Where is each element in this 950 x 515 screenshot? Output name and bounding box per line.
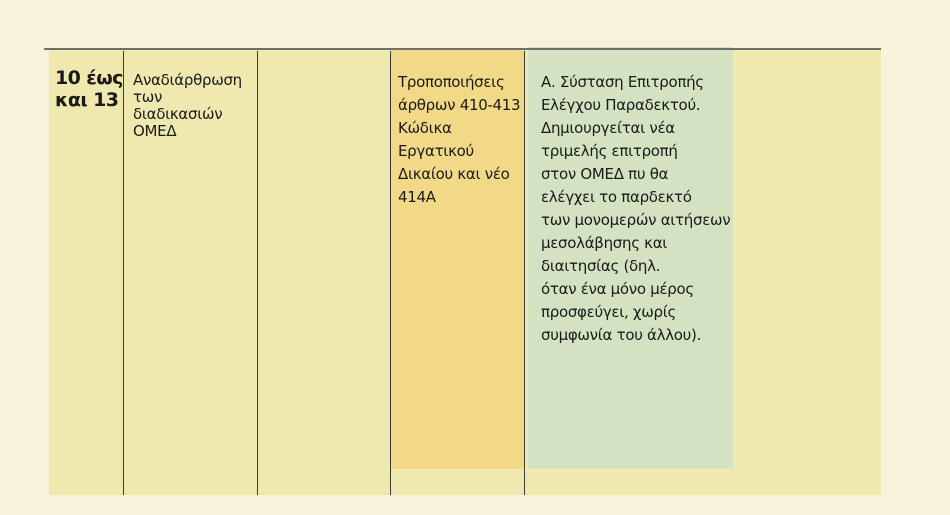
description-line: Δημιουργείται νέα: [541, 119, 675, 137]
topic-line: των: [133, 88, 163, 106]
description-line: των μονομερών αιτήσεων: [541, 211, 731, 229]
description-line: στον ΟΜΕΔ πυ θα: [541, 165, 669, 183]
legal-change-line: Εργατικού: [398, 142, 474, 160]
topic-line: διαδικασιών: [133, 105, 223, 123]
topic-line: ΟΜΕΔ: [133, 122, 177, 140]
description-line: Ελέγχου Παραδεκτού.: [541, 96, 701, 114]
article-range-line: και 13: [55, 89, 119, 111]
description-line: όταν ένα μόνο μέρος: [541, 280, 694, 298]
topic-cell: [133, 72, 255, 140]
description-line: μεσολάβησης και: [541, 234, 668, 252]
topic-line: Αναδιάρθρωση: [133, 71, 242, 89]
description-line: διαιτησίας (δηλ.: [541, 257, 661, 275]
column-divider-3: [390, 51, 391, 495]
article-range-cell: [55, 67, 125, 111]
column-divider-1: [123, 51, 124, 495]
legal-change-line: Τροποποιήσεις: [398, 73, 505, 91]
column-divider-2: [257, 51, 258, 495]
description-line: ελέγχει το παρδεκτό: [541, 188, 692, 206]
legal-change-line: Κώδικα: [398, 119, 452, 137]
description-line: Α. Σύσταση Επιτροπής: [541, 73, 704, 91]
legal-change-line: Δικαίου και νέο: [398, 165, 510, 183]
article-range-line: 10 έως: [55, 67, 123, 89]
legal-change-cell: [398, 71, 523, 209]
legal-change-line: άρθρων 410-413: [398, 96, 521, 114]
description-line: συμφωνία του άλλου).: [541, 326, 702, 344]
column-divider-4: [524, 51, 525, 495]
legal-change-line: 414Α: [398, 188, 436, 206]
description-cell: [541, 71, 737, 347]
description-line: προσφεύγει, χωρίς: [541, 303, 677, 321]
description-line: τριμελής επιτροπή: [541, 142, 678, 160]
table-top-rule: [44, 48, 881, 50]
